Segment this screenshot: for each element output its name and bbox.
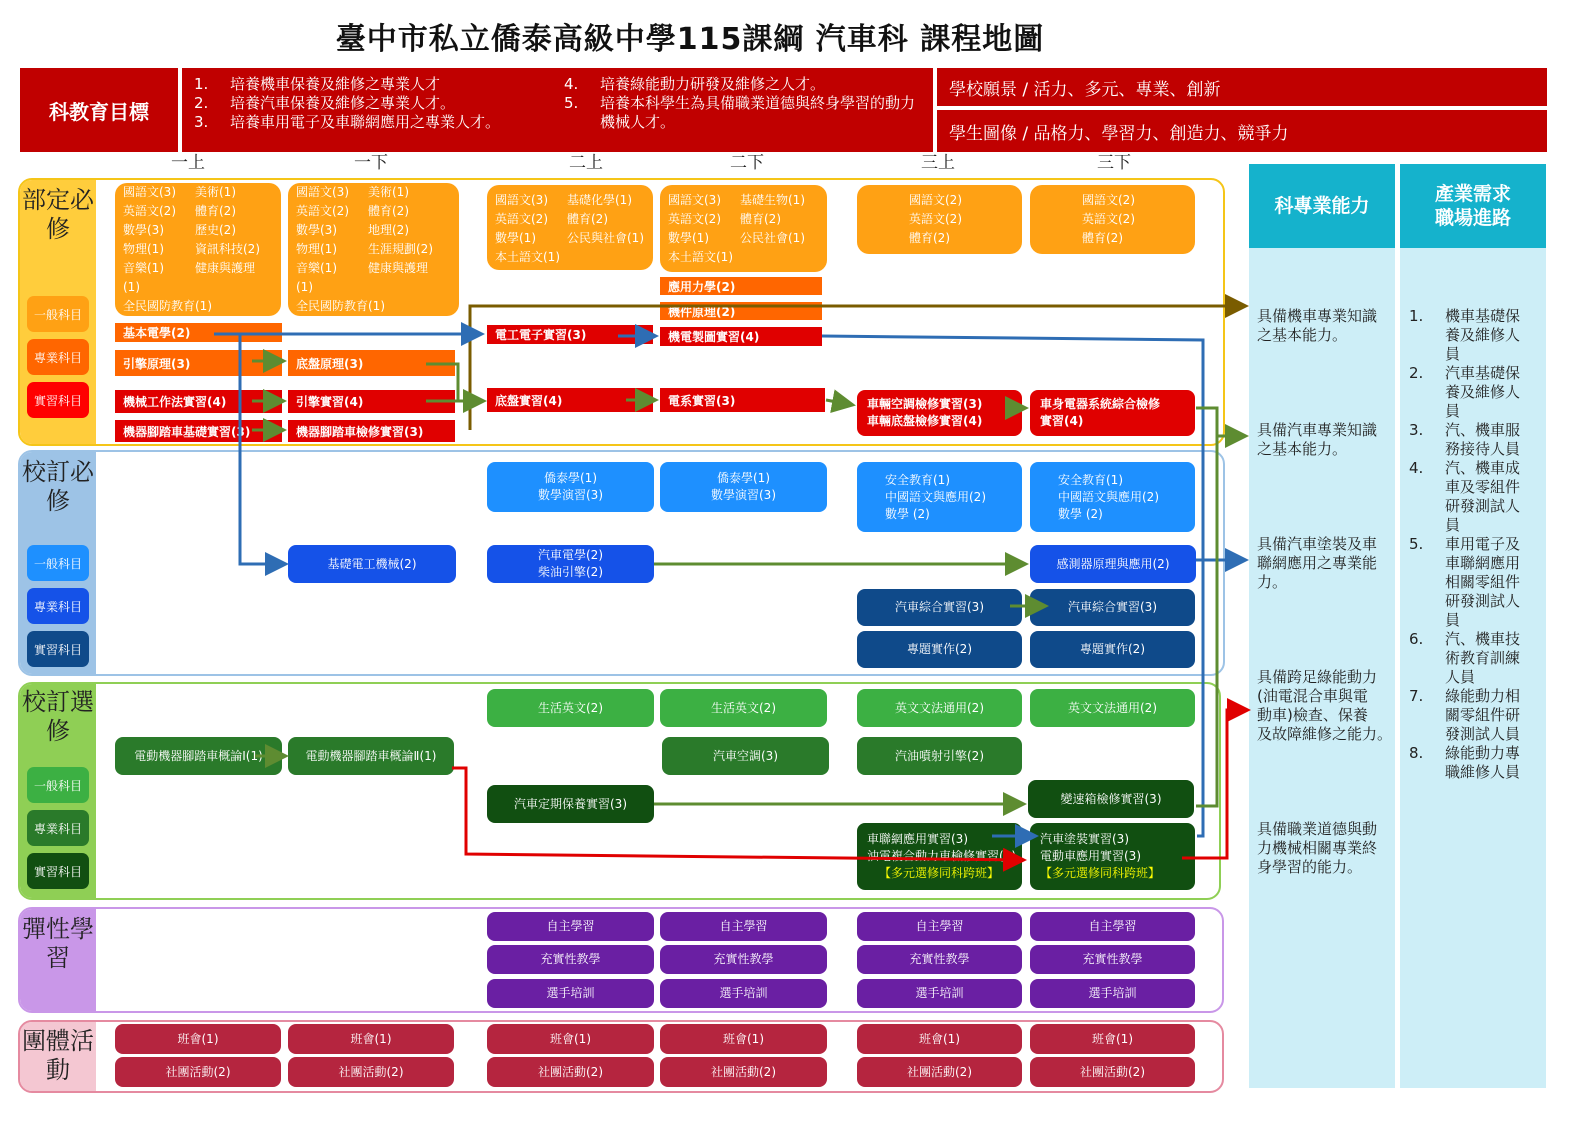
course-class-meeting: 班會(1) <box>1030 1024 1195 1054</box>
course-applied-mechanics: 應用力學(2) <box>660 277 822 295</box>
tag-general: 一般科目 <box>27 767 89 803</box>
course-project-2: 專題實作(2) <box>1030 631 1195 668</box>
course-self-study: 自主學習 <box>857 912 1022 941</box>
semester-label: 一下 <box>354 153 388 173</box>
goal-item: 3. 培養車用電子及車聯網應用之專業人才。 <box>194 113 501 131</box>
abilities-header: 科專業能力 <box>1249 164 1395 248</box>
general-required-box: 國語文(2) 英語文(2) 體育(2) <box>1030 185 1195 254</box>
tag-professional: 專業科目 <box>27 810 89 846</box>
course-moto-inspect: 機器腳踏車檢修實習(3) <box>288 420 455 442</box>
tag-general: 一般科目 <box>27 296 89 332</box>
general-required-box: 國語文(3) 美術(1) 英語文(2) 體育(2) 數學(3) 地理(2) 物理(1) 生涯規劃(2) 音樂(1) 健康與護理 (1) 全民國防教育(1) <box>288 183 459 316</box>
ability-item: 具備機車專業知識 之基本能力。 <box>1257 307 1378 344</box>
course-elec-practice: 電工電子實習(3) <box>487 325 653 344</box>
course-auto-combo-1: 汽車綜合實習(3) <box>857 589 1022 626</box>
career-item: 4. 汽、機車成 車及零組件 研發測試人 員 <box>1409 459 1521 534</box>
course-auto-elec: 汽車電學(2) 柴油引擎(2) <box>487 545 654 583</box>
course-ev-moto-2: 電動機器腳踏車概論Ⅱ(1) <box>288 737 454 775</box>
semester-label: 一上 <box>171 153 205 173</box>
semester-label: 二上 <box>569 153 603 173</box>
course-sensor: 感測器原理與應用(2) <box>1030 545 1196 583</box>
course-chassis-practice: 底盤實習(4) <box>487 388 653 412</box>
course-body-electric: 車身電器系統綜合檢修 實習(4) <box>1030 390 1195 436</box>
course-self-study: 自主學習 <box>487 912 654 941</box>
course-training: 選手培訓 <box>1030 979 1195 1008</box>
course-transmission: 變速箱檢修實習(3) <box>1028 780 1194 818</box>
course-basic-elec-machine: 基礎電工機械(2) <box>288 545 456 583</box>
course-class-meeting: 班會(1) <box>660 1024 827 1054</box>
section-group-title: 團體活動 <box>22 1027 94 1084</box>
semester-label: 二下 <box>730 153 764 173</box>
general-required-box: 國語文(2) 英語文(2) 體育(2) <box>857 185 1022 254</box>
tag-practice: 實習科目 <box>27 382 89 418</box>
career-item: 8. 綠能動力專 職維修人員 <box>1409 744 1521 781</box>
course-class-meeting: 班會(1) <box>487 1024 654 1054</box>
course-class-meeting: 班會(1) <box>115 1024 281 1054</box>
course-safety-2: 安全教育(1) 中國語文與應用(2) 數學 (2) <box>1030 462 1195 532</box>
course-remedial: 充實性教學 <box>857 945 1022 974</box>
course-grammar-1: 英文文法通用(2) <box>857 689 1022 727</box>
course-moto-basic: 機器腳踏車基礎實習(3) <box>115 420 282 442</box>
course-grammar-2: 英文文法通用(2) <box>1030 689 1195 727</box>
course-machining: 機械工作法實習(4) <box>115 390 282 413</box>
course-club: 社團活動(2) <box>660 1057 827 1087</box>
career-item: 7. 綠能動力相 關零組件研 發測試人員 <box>1409 687 1521 743</box>
course-ac-chassis: 車輛空調檢修實習(3) 車輛底盤檢修實習(4) <box>857 390 1022 436</box>
course-qiaotai-1: 僑泰學(1) 數學演習(3) <box>487 462 654 512</box>
course-paint: 汽車塗裝實習(3) 電動車應用實習(3) 【多元選修同科跨班】 <box>1030 823 1195 890</box>
tag-general: 一般科目 <box>27 545 89 581</box>
course-auto-ac: 汽車空調(3) <box>662 737 829 775</box>
semester-label: 三上 <box>921 153 955 173</box>
careers-header: 產業需求 職場進路 <box>1400 164 1546 248</box>
course-class-meeting: 班會(1) <box>288 1024 454 1054</box>
ability-item: 具備汽車塗裝及車 聯網應用之專業能 力。 <box>1257 535 1378 591</box>
goal-item: 4. 培養綠能動力研發及維修之人才。 <box>564 75 826 93</box>
page-title: 臺中市私立僑泰高級中學115課綱 汽車科 課程地圖 <box>335 22 1045 57</box>
course-machine-principle: 機件原理(2) <box>660 302 822 320</box>
course-engine-principle: 引擎原理(3) <box>115 350 282 376</box>
course-ev-moto-1: 電動機器腳踏車概論Ⅰ(1) <box>115 737 282 775</box>
school-vision: 學校願景 / 活力、多元、專業、創新 <box>937 68 1547 106</box>
tag-professional: 專業科目 <box>27 588 89 624</box>
objectives-label: 科教育目標 <box>20 68 178 152</box>
student-image: 學生圖像 / 品格力、學習力、創造力、競爭力 <box>937 110 1547 152</box>
semester-label: 三下 <box>1097 153 1131 173</box>
general-required-box: 國語文(3) 基礎生物(1) 英語文(2) 體育(2) 數學(1) 公民社會(1) 本土語文(1) <box>660 185 827 272</box>
course-chassis-principle: 底盤原理(3) <box>288 350 455 376</box>
tag-practice: 實習科目 <box>27 631 89 667</box>
course-club: 社團活動(2) <box>857 1057 1022 1087</box>
section-required-title: 部定必修 <box>22 186 94 243</box>
course-self-study: 自主學習 <box>660 912 827 941</box>
section-flexible-title: 彈性學習 <box>22 915 94 972</box>
course-basic-electric: 基本電學(2) <box>115 323 282 342</box>
course-remedial: 充實性教學 <box>487 945 654 974</box>
ability-item: 具備跨足綠能動力 (油電混合車與電 動車)檢查、保養 及故障維修之能力。 <box>1257 668 1393 743</box>
goal-item: 5. 培養本科學生為具備職業道德與終身學習的動力機械人才。 <box>564 94 916 131</box>
tag-professional: 專業科目 <box>27 339 89 375</box>
career-item: 3. 汽、機車服 務接待人員 <box>1409 421 1521 458</box>
course-remedial: 充實性教學 <box>660 945 827 974</box>
course-self-study: 自主學習 <box>1030 912 1195 941</box>
course-project-1: 專題實作(2) <box>857 631 1022 668</box>
ability-item: 具備職業道德與動 力機械相關專業終 身學習的能力。 <box>1257 820 1378 876</box>
course-life-english-2: 生活英文(2) <box>660 689 827 727</box>
section-school-elective-title: 校訂選修 <box>22 688 94 745</box>
course-club: 社團活動(2) <box>115 1057 281 1087</box>
career-item: 1. 機車基礎保 養及維修人 員 <box>1409 307 1521 363</box>
course-auto-combo-2: 汽車綜合實習(3) <box>1030 589 1195 626</box>
career-item: 5. 車用電子及 車聯網應用 相關零組件 研發測試人 員 <box>1409 535 1521 629</box>
course-club: 社團活動(2) <box>288 1057 454 1087</box>
course-maintenance: 汽車定期保養實習(3) <box>487 785 654 823</box>
section-school-required-title: 校訂必修 <box>22 458 94 515</box>
career-item: 2. 汽車基礎保 養及維修人 員 <box>1409 364 1521 420</box>
course-iov: 車聯網應用實習(3) 油電複合動力車檢修實習(3) 【多元選修同科跨班】 <box>857 823 1022 890</box>
goal-item: 2. 培養汽車保養及維修之專業人才。 <box>194 94 456 112</box>
general-required-box: 國語文(3) 美術(1) 英語文(2) 體育(2) 數學(3) 歷史(2) 物理(1) 資訊科技(2) 音樂(1) 健康與護理 (1) 全民國防教育(1) <box>115 183 281 316</box>
career-item: 6. 汽、機車技 術教育訓練 人員 <box>1409 630 1521 686</box>
course-qiaotai-2: 僑泰學(1) 數學演習(3) <box>660 462 827 512</box>
course-life-english-1: 生活英文(2) <box>487 689 654 727</box>
tag-practice: 實習科目 <box>27 853 89 889</box>
course-training: 選手培訓 <box>660 979 827 1008</box>
course-club: 社團活動(2) <box>487 1057 654 1087</box>
course-training: 選手培訓 <box>487 979 654 1008</box>
course-training: 選手培訓 <box>857 979 1022 1008</box>
ability-item: 具備汽車專業知識 之基本能力。 <box>1257 421 1378 458</box>
course-fuel-injection: 汽油噴射引擎(2) <box>857 737 1022 775</box>
goal-item: 1. 培養機車保養及維修之專業人才 <box>194 75 441 93</box>
course-remedial: 充實性教學 <box>1030 945 1195 974</box>
general-required-box: 國語文(3) 基礎化學(1) 英語文(2) 體育(2) 數學(1) 公民與社會(1) 本土語文(1) <box>487 185 653 270</box>
course-engine-practice: 引擎實習(4) <box>288 390 455 413</box>
course-safety-1: 安全教育(1) 中國語文與應用(2) 數學 (2) <box>857 462 1022 532</box>
course-club: 社團活動(2) <box>1030 1057 1195 1087</box>
course-class-meeting: 班會(1) <box>857 1024 1022 1054</box>
course-electric-system: 電系實習(3) <box>660 388 825 412</box>
course-mech-drawing: 機電製圖實習(4) <box>660 327 822 346</box>
